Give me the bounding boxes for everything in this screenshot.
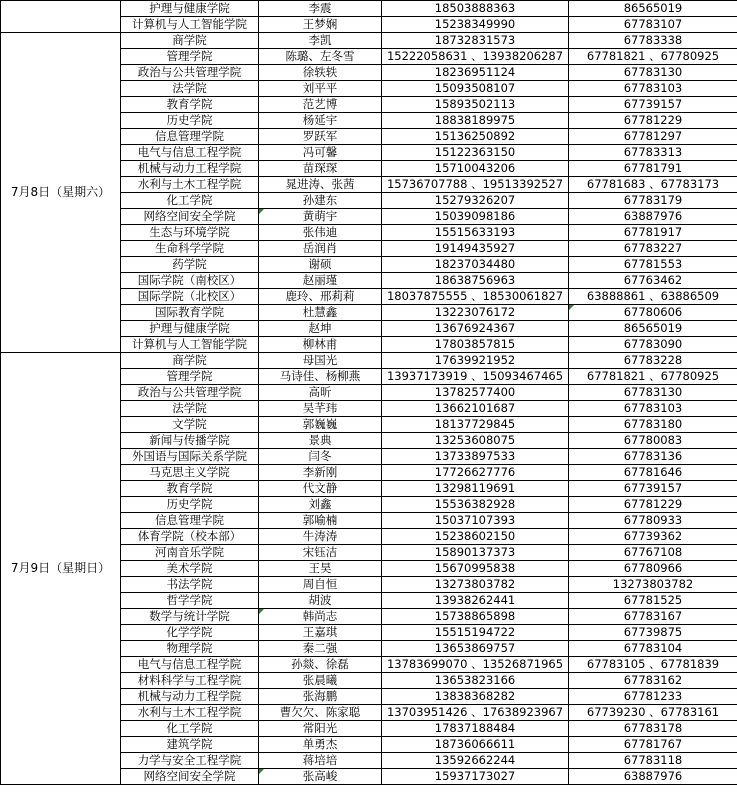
mobile-phone-cell: 13703951426 、17638923967	[382, 705, 569, 721]
duty-person-cell: 闫冬	[259, 449, 382, 465]
duty-person-cell: 杜慧鑫	[259, 305, 382, 321]
mobile-phone-cell: 13223076172	[382, 305, 569, 321]
college-cell: 材料科学与工程学院	[121, 673, 259, 689]
office-phone-cell: 67783162	[569, 673, 737, 689]
office-phone-cell: 67783103	[569, 81, 737, 97]
table-row	[1, 1, 737, 17]
mobile-phone-cell: 19149435927	[382, 241, 569, 257]
office-phone-cell: 67783130	[569, 385, 737, 401]
duty-person-cell: 李新刚	[259, 465, 382, 481]
mobile-phone-cell: 13653869757	[382, 641, 569, 657]
duty-person-cell: 景典	[259, 433, 382, 449]
office-phone-cell: 67783104	[569, 641, 737, 657]
duty-roster-body	[1, 1, 737, 785]
mobile-phone-cell: 15093508107	[382, 81, 569, 97]
college-cell: 护理与健康学院	[121, 321, 259, 337]
college-cell: 管理学院	[121, 369, 259, 385]
college-cell: 马克思主义学院	[121, 465, 259, 481]
college-cell: 机械与动力工程学院	[121, 161, 259, 177]
table-row	[1, 353, 737, 369]
office-phone-cell: 67781646	[569, 465, 737, 481]
office-phone-cell: 67780966	[569, 561, 737, 577]
office-phone-cell: 63887976	[569, 209, 737, 225]
college-cell: 哲学学院	[121, 593, 259, 609]
duty-person-cell: 赵坤	[259, 321, 382, 337]
college-cell: 物理学院	[121, 641, 259, 657]
college-cell: 商学院	[121, 353, 259, 369]
mobile-phone-cell: 15136250892	[382, 129, 569, 145]
college-cell: 生态与环境学院	[121, 225, 259, 241]
mobile-phone-cell: 13676924367	[382, 321, 569, 337]
mobile-phone-cell: 15738865898	[382, 609, 569, 625]
duty-person-cell: 秦二强	[259, 641, 382, 657]
office-phone-cell: 67783227	[569, 241, 737, 257]
college-cell: 历史学院	[121, 497, 259, 513]
mobile-phone-cell: 17837188484	[382, 721, 569, 737]
office-phone-cell: 67767108	[569, 545, 737, 561]
office-phone-cell: 67739157	[569, 97, 737, 113]
duty-person-cell: 鹿玲、邢莉莉	[259, 289, 382, 305]
college-cell: 书法学院	[121, 577, 259, 593]
college-cell: 外国语与国际关系学院	[121, 449, 259, 465]
mobile-phone-cell: 18638756963	[382, 273, 569, 289]
duty-person-cell: 张伟迪	[259, 225, 382, 241]
college-cell: 美术学院	[121, 561, 259, 577]
duty-person-cell: 郭巍巍	[259, 417, 382, 433]
duty-person-cell: 蒋培培	[259, 753, 382, 769]
mobile-phone-cell: 15536382928	[382, 497, 569, 513]
college-cell: 历史学院	[121, 113, 259, 129]
mobile-phone-cell: 18838189975	[382, 113, 569, 129]
mobile-phone-cell: 18732831573	[382, 33, 569, 49]
office-phone-cell: 67781821 、67780925	[569, 49, 737, 65]
mobile-phone-cell: 13662101687	[382, 401, 569, 417]
duty-person-cell: 陈璐、左冬雪	[259, 49, 382, 65]
mobile-phone-cell: 13783699070 、13526871965	[382, 657, 569, 673]
office-phone-cell: 67780933	[569, 513, 737, 529]
college-cell: 建筑学院	[121, 737, 259, 753]
office-phone-cell: 67781767	[569, 737, 737, 753]
duty-person-cell: 柳林甫	[259, 337, 382, 353]
office-phone-cell: 67781791	[569, 161, 737, 177]
office-phone-cell: 67783167	[569, 609, 737, 625]
college-cell: 计算机与人工智能学院	[121, 17, 259, 33]
duty-person-cell: 张海鹏	[259, 689, 382, 705]
duty-person-cell: 张晨曦	[259, 673, 382, 689]
mobile-phone-cell: 15710043206	[382, 161, 569, 177]
duty-person-cell: 胡波	[259, 593, 382, 609]
duty-person-cell: 张高峻	[259, 769, 382, 785]
duty-person-cell: 黄萌宇	[259, 209, 382, 225]
table-row	[1, 33, 737, 49]
college-cell: 信息管理学院	[121, 513, 259, 529]
duty-person-cell: 岳润肖	[259, 241, 382, 257]
mobile-phone-cell: 15039098186	[382, 209, 569, 225]
college-cell: 河南音乐学院	[121, 545, 259, 561]
mobile-phone-cell: 18237034480	[382, 257, 569, 273]
college-cell: 药学院	[121, 257, 259, 273]
office-phone-cell: 67783338	[569, 33, 737, 49]
office-phone-cell: 67783179	[569, 193, 737, 209]
mobile-phone-cell: 18503888363	[382, 1, 569, 17]
duty-person-cell: 王昊	[259, 561, 382, 577]
college-cell: 生命科学学院	[121, 241, 259, 257]
mobile-phone-cell: 15238349990	[382, 17, 569, 33]
office-phone-cell: 67781917	[569, 225, 737, 241]
duty-person-cell: 牛涛涛	[259, 529, 382, 545]
college-cell: 信息管理学院	[121, 129, 259, 145]
office-phone-cell: 67783107	[569, 17, 737, 33]
duty-person-cell: 高昕	[259, 385, 382, 401]
duty-person-cell: 韩尚志	[259, 609, 382, 625]
mobile-phone-cell: 13938262441	[382, 593, 569, 609]
duty-person-cell: 范艺博	[259, 97, 382, 113]
office-phone-cell: 67781553	[569, 257, 737, 273]
office-phone-cell: 86565019	[569, 1, 737, 17]
office-phone-cell: 67739157	[569, 481, 737, 497]
mobile-phone-cell: 15893502113	[382, 97, 569, 113]
college-cell: 国际学院（北校区）	[121, 289, 259, 305]
duty-person-cell: 李震	[259, 1, 382, 17]
mobile-phone-cell: 17726627776	[382, 465, 569, 481]
duty-person-cell: 母国光	[259, 353, 382, 369]
duty-person-cell: 孙建东	[259, 193, 382, 209]
mobile-phone-cell: 18137729845	[382, 417, 569, 433]
college-cell: 法学院	[121, 81, 259, 97]
mobile-phone-cell: 15736707788 、19513392527	[382, 177, 569, 193]
duty-person-cell: 周自恒	[259, 577, 382, 593]
college-cell: 水利与土木工程学院	[121, 177, 259, 193]
duty-person-cell: 王梦娴	[259, 17, 382, 33]
office-phone-cell: 67783130	[569, 65, 737, 81]
college-cell: 管理学院	[121, 49, 259, 65]
duty-person-cell: 郭喻楠	[259, 513, 382, 529]
mobile-phone-cell: 13653823166	[382, 673, 569, 689]
office-phone-cell: 67739362	[569, 529, 737, 545]
mobile-phone-cell: 15670995838	[382, 561, 569, 577]
office-phone-cell: 86565019	[569, 321, 737, 337]
office-phone-cell: 67781683 、67783173	[569, 177, 737, 193]
office-phone-cell: 63888861 、63886509	[569, 289, 737, 305]
office-phone-cell: 67783090	[569, 337, 737, 353]
duty-person-cell: 代文静	[259, 481, 382, 497]
duty-person-cell: 谢硕	[259, 257, 382, 273]
office-phone-cell: 67783180	[569, 417, 737, 433]
college-cell: 力学与安全工程学院	[121, 753, 259, 769]
office-phone-cell: 67781229	[569, 497, 737, 513]
duty-person-cell: 刘平平	[259, 81, 382, 97]
college-cell: 电气与信息工程学院	[121, 145, 259, 161]
duty-person-cell: 吴芊玮	[259, 401, 382, 417]
college-cell: 机械与动力工程学院	[121, 689, 259, 705]
college-cell: 教育学院	[121, 481, 259, 497]
college-cell: 法学院	[121, 401, 259, 417]
mobile-phone-cell: 18736066611	[382, 737, 569, 753]
mobile-phone-cell: 15122363150	[382, 145, 569, 161]
duty-person-cell: 王嘉琪	[259, 625, 382, 641]
duty-person-cell: 宋钰洁	[259, 545, 382, 561]
duty-person-cell: 李凯	[259, 33, 382, 49]
office-phone-cell: 67783105 、67781839	[569, 657, 737, 673]
office-phone-cell: 67781525	[569, 593, 737, 609]
mobile-phone-cell: 15238602150	[382, 529, 569, 545]
office-phone-cell: 67781233	[569, 689, 737, 705]
duty-person-cell: 赵丽瑾	[259, 273, 382, 289]
office-phone-cell: 13273803782	[569, 577, 737, 593]
college-cell: 化工学院	[121, 193, 259, 209]
college-cell: 政治与公共管理学院	[121, 385, 259, 401]
mobile-phone-cell: 13838368282	[382, 689, 569, 705]
duty-person-cell: 杨延宇	[259, 113, 382, 129]
mobile-phone-cell: 13782577400	[382, 385, 569, 401]
college-cell: 数学与统计学院	[121, 609, 259, 625]
office-phone-cell: 67763462	[569, 273, 737, 289]
college-cell: 计算机与人工智能学院	[121, 337, 259, 353]
mobile-phone-cell: 15279326207	[382, 193, 569, 209]
duty-person-cell: 曹欠欠、陈家聪	[259, 705, 382, 721]
duty-person-cell: 苗琛琛	[259, 161, 382, 177]
duty-person-cell: 孙燚、徐磊	[259, 657, 382, 673]
mobile-phone-cell: 13253608075	[382, 433, 569, 449]
office-phone-cell: 67783118	[569, 753, 737, 769]
mobile-phone-cell: 18037875555 、18530061827	[382, 289, 569, 305]
duty-person-cell: 单勇杰	[259, 737, 382, 753]
college-cell: 网络空间安全学院	[121, 209, 259, 225]
college-cell: 教育学院	[121, 97, 259, 113]
office-phone-cell: 67781297	[569, 129, 737, 145]
mobile-phone-cell: 17639921952	[382, 353, 569, 369]
college-cell: 电气与信息工程学院	[121, 657, 259, 673]
college-cell: 化工学院	[121, 721, 259, 737]
mobile-phone-cell: 15515194722	[382, 625, 569, 641]
office-phone-cell: 67781821 、67780925	[569, 369, 737, 385]
mobile-phone-cell: 15222058631 、13938206287	[382, 49, 569, 65]
mobile-phone-cell: 13298119691	[382, 481, 569, 497]
duty-date-cell: 7月9日（星期日）	[1, 353, 121, 785]
mobile-phone-cell: 15890137373	[382, 545, 569, 561]
office-phone-cell: 67783228	[569, 353, 737, 369]
college-cell: 国际教育学院	[121, 305, 259, 321]
college-cell: 体育学院（校本部）	[121, 529, 259, 545]
mobile-phone-cell: 15515633193	[382, 225, 569, 241]
college-cell: 网络空间安全学院	[121, 769, 259, 785]
college-cell: 新闻与传播学院	[121, 433, 259, 449]
office-phone-cell: 67783313	[569, 145, 737, 161]
office-phone-cell: 67781229	[569, 113, 737, 129]
duty-person-cell: 晁进涛、张茜	[259, 177, 382, 193]
college-cell: 水利与土木工程学院	[121, 705, 259, 721]
duty-person-cell: 徐轶轶	[259, 65, 382, 81]
college-cell: 政治与公共管理学院	[121, 65, 259, 81]
mobile-phone-cell: 15037107393	[382, 513, 569, 529]
college-cell: 护理与健康学院	[121, 1, 259, 17]
duty-person-cell: 常阳光	[259, 721, 382, 737]
office-phone-cell: 67783103	[569, 401, 737, 417]
office-phone-cell: 67780083	[569, 433, 737, 449]
mobile-phone-cell: 13273803782	[382, 577, 569, 593]
office-phone-cell: 67783178	[569, 721, 737, 737]
college-cell: 化学学院	[121, 625, 259, 641]
mobile-phone-cell: 17803857815	[382, 337, 569, 353]
college-cell: 国际学院（南校区）	[121, 273, 259, 289]
college-cell: 商学院	[121, 33, 259, 49]
duty-person-cell: 冯可馨	[259, 145, 382, 161]
duty-person-cell: 刘鑫	[259, 497, 382, 513]
mobile-phone-cell: 15937173027	[382, 769, 569, 785]
mobile-phone-cell: 13937173919 、15093467465	[382, 369, 569, 385]
office-phone-cell: 67783136	[569, 449, 737, 465]
mobile-phone-cell: 13592662244	[382, 753, 569, 769]
office-phone-cell: 67780606	[569, 305, 737, 321]
office-phone-cell: 63887976	[569, 769, 737, 785]
duty-date-cell	[1, 1, 121, 33]
mobile-phone-cell: 13733897533	[382, 449, 569, 465]
office-phone-cell: 67739875	[569, 625, 737, 641]
duty-person-cell: 罗跃军	[259, 129, 382, 145]
college-cell: 文学院	[121, 417, 259, 433]
duty-person-cell: 马诗佳、杨柳燕	[259, 369, 382, 385]
office-phone-cell: 67739230 、67783161	[569, 705, 737, 721]
mobile-phone-cell: 18236951124	[382, 65, 569, 81]
duty-date-cell: 7月8日（星期六）	[1, 33, 121, 353]
